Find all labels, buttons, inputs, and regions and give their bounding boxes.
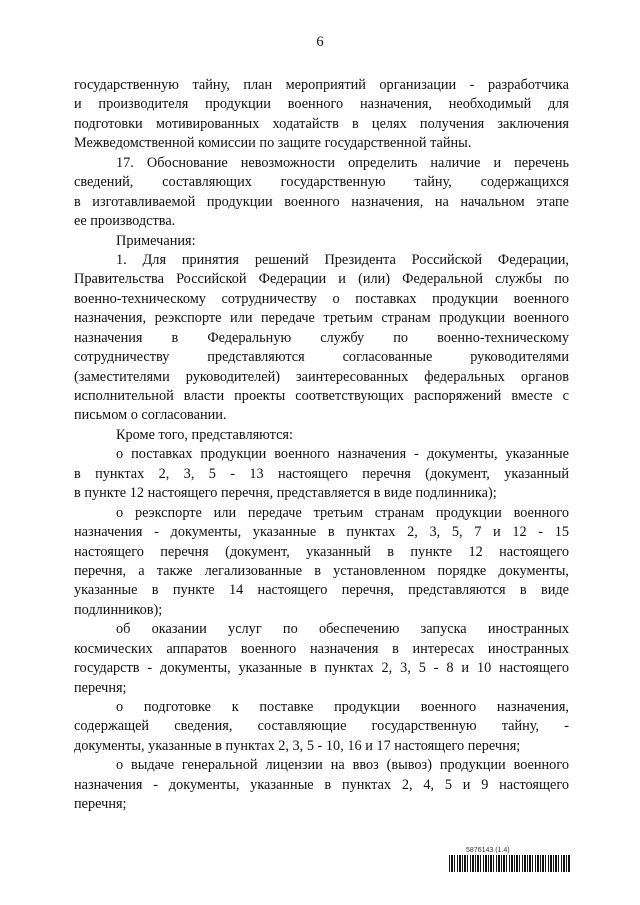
text-line: 17. Обоснование невозможности определить наличие и перечень [116, 154, 569, 171]
text-line: военно-техническому сотрудничеству о поставках продукции военного [74, 290, 569, 307]
page-number: 6 [316, 34, 324, 50]
document-body [74, 76, 569, 815]
text-line: в пунктах 2, 3, 5 - 13 настоящего перечня (документ, указанный [74, 465, 569, 482]
text-line: о поставках продукции военного назначения - документы, указанные [116, 446, 569, 463]
barcode-icon [449, 855, 570, 872]
text-line: Кроме того, представляются: [116, 426, 293, 443]
text-line: документы, указанные в пунктах 2, 3, 5 - 10, 16 и 17 настоящего перечня; [74, 737, 521, 754]
text-line: и производителя продукции военного назначения, необходимый для [74, 96, 569, 113]
text-line: о реэкспорте или передаче третьим странам продукции военного [116, 504, 569, 521]
text-line: Межведомственной комиссии по защите государственной тайны. [74, 135, 472, 152]
text-line: об оказании услуг по обеспечению запуска иностранных [116, 621, 569, 638]
document-code: 5876143 (1.4) [466, 847, 510, 854]
text-line: подлинников); [74, 601, 163, 618]
text-line: назначения, реэкспорте или передаче третьим странам продукции военного [74, 310, 569, 327]
text-line: сведений, составляющих государственную тайну, содержащихся [74, 174, 569, 191]
text-line: космических аппаратов военного назначения в интересах иностранных [74, 640, 569, 657]
text-line: перечня; [74, 796, 127, 813]
text-line: перечня, а также легализованные в установленном порядке документы, [74, 562, 569, 579]
text-line: о выдаче генеральной лицензии на ввоз (вывоз) продукции военного [116, 757, 569, 774]
text-line: сотрудничеству представляются согласованные руководителями [74, 349, 569, 366]
text-line: указанные в пункте 14 настоящего перечня, представляются в виде [74, 582, 569, 599]
text-line: назначения в Федеральную службу по военно-техническому [74, 329, 569, 346]
text-line: в пункте 12 настоящего перечня, представляется в виде подлинника); [74, 485, 497, 502]
text-line: перечня; [74, 679, 127, 696]
text-line: о подготовке к поставке продукции военного назначения, [116, 699, 569, 715]
text-line: государственную тайну, план мероприятий организации - разработчика [74, 77, 569, 93]
text-line: исполнительной власти проекты соответствующих распоряжений вместе с [74, 388, 569, 404]
text-line: в изготавливаемой продукции военного назначения, на начальном этапе [74, 193, 569, 210]
text-line: Правительства Российской Федерации и (или) Федеральной службы по [74, 271, 569, 288]
text-line: (заместителями руководителей) заинтересованных федеральных органов [74, 368, 569, 385]
text-line: Примечания: [116, 232, 196, 249]
text-line: ее производства. [74, 213, 176, 230]
text-line: подготовки мотивированных ходатайств в целях получения заключения [74, 115, 569, 132]
text-line: государств - документы, указанные в пунктах 2, 3, 5 - 8 и 10 настоящего [74, 660, 569, 677]
text-line: настоящего перечня (документ, указанный в пункте 12 настоящего [74, 543, 569, 560]
text-line: назначения - документы, указанные в пунктах 2, 3, 5, 7 и 12 - 15 [74, 524, 569, 541]
text-line: письмом о согласовании. [74, 407, 227, 424]
text-line: 1. Для принятия решений Президента Российской Федерации, [116, 251, 569, 268]
text-line: назначения - документы, указанные в пунктах 2, 4, 5 и 9 настоящего [74, 776, 569, 793]
text-line: содержащей сведения, составляющие государственную тайну, - [74, 718, 569, 735]
